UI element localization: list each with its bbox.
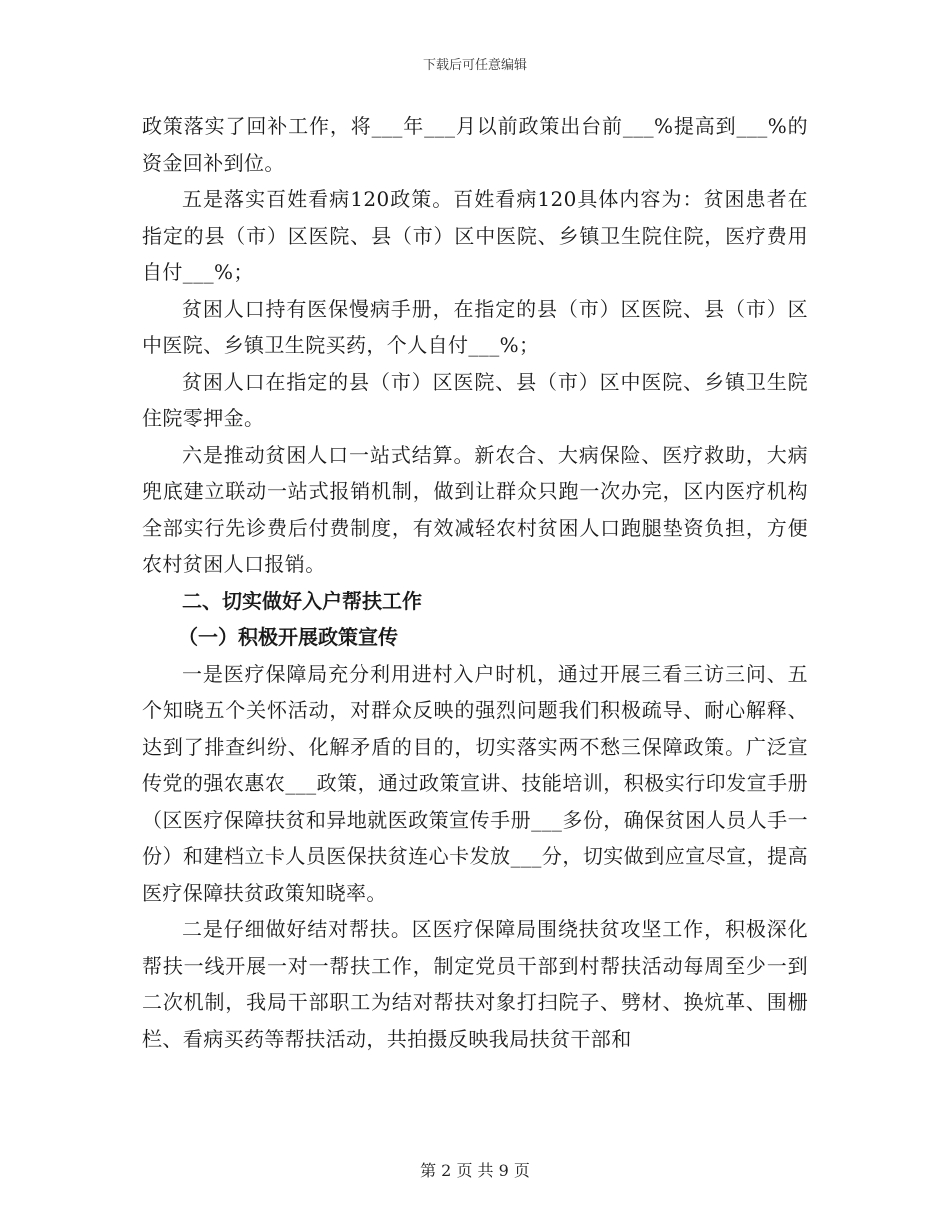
- subsection-heading: （一）积极开展政策宣传: [178, 625, 398, 649]
- paragraph-5: 六是推动贫困人口一站式结算。新农合、大病保险、医疗救助，大病兜底建立联动一站式报销机制，做到让群众只跑一次办完，区内医疗机构全部实行先诊费后付费制度，有效减轻农村贫困人口跑腿垫资负担，方便农村贫困人口报销。: [142, 442, 808, 576]
- paragraph-6: 一是医疗保障局充分利用进村入户时机，通过开展三看三访三问、五个知晓五个关怀活动，对群众反映的强烈问题我们积极疏导、耐心解释、达到了排查纠纷、化解矛盾的目的，切实落实两不愁三保障政策。广泛宣传党的强农惠农___政策，通过政策宣讲、技能培训，积极实行印发宣手册（区医疗保障扶贫和异地就医政策宣传手册___多份，确保贫困人员人手一份）和建档立卡人员医保扶贫连心卡发放___分，切实做到应宣尽宣，提高医疗保障扶贫政策知晓率。: [142, 661, 808, 905]
- page-footer: 第 2 页 共 9 页: [420, 1161, 530, 1180]
- paragraph-2: 五是落实百姓看病120政策。百姓看病120具体内容为：贫困患者在指定的县（市）区医院、县（市）区中医院、乡镇卫生院住院，医疗费用自付___%；: [142, 187, 808, 284]
- paragraph-7: 二是仔细做好结对帮扶。区医疗保障局围绕扶贫攻坚工作，积极深化帮扶一线开展一对一帮扶工作，制定党员干部到村帮扶活动每周至少一到二次机制，我局干部职工为结对帮扶对象打扫院子、劈材、换炕革、围栅栏、看病买药等帮扶活动，共拍摄反映我局扶贫干部和: [142, 917, 808, 1051]
- document-body: [142, 108, 808, 1057]
- section-heading: 二、切实做好入户帮扶工作: [182, 588, 422, 613]
- page-header: 下载后可任意编辑: [422, 58, 527, 73]
- paragraph-4: 贫困人口在指定的县（市）区医院、县（市）区中医院、乡镇卫生院住院零押金。: [142, 369, 808, 430]
- paragraph-3: 贫困人口持有医保慢病手册，在指定的县（市）区医院、县（市）区中医院、乡镇卫生院买药，个人自付___%；: [142, 296, 808, 357]
- paragraph-1: 政策落实了回补工作，将___年___月以前政策出台前___%提高到___%的资金回补到位。: [142, 114, 808, 175]
